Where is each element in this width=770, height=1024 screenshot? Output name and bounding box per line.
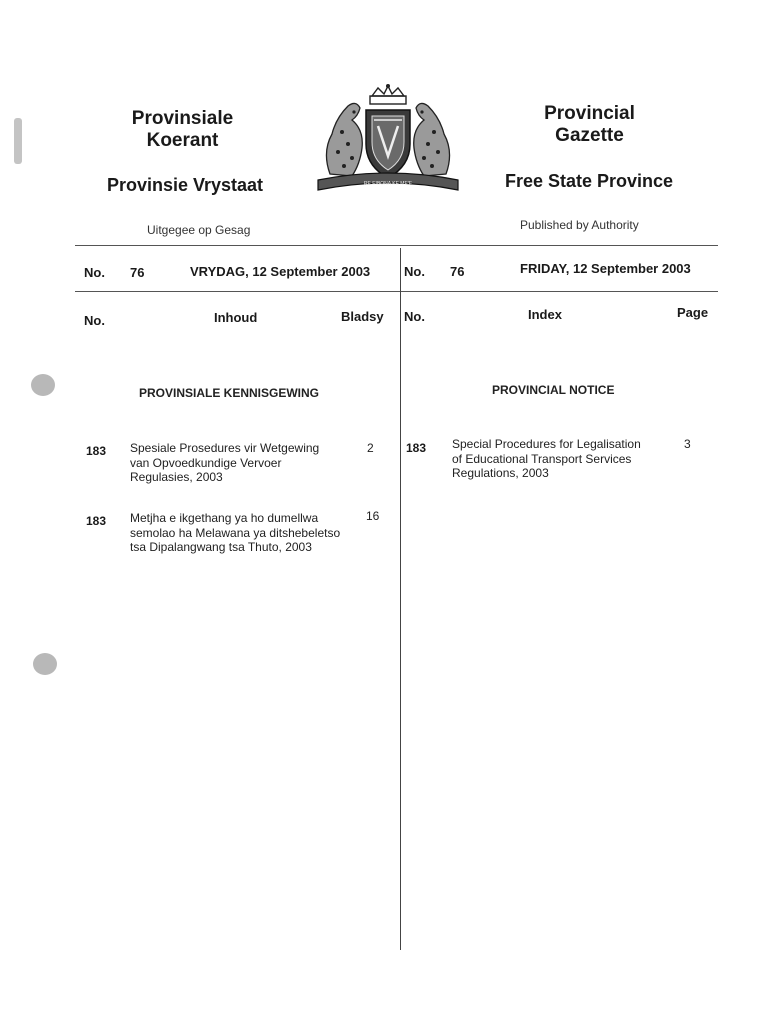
right-entry-1-page: 3 (684, 437, 691, 451)
left-gazette-title: Provinsiale Koerant (131, 108, 234, 151)
right-gazette-title: Provincial Gazette (544, 103, 635, 146)
right-entry-1-no: 183 (406, 441, 427, 455)
left-issue-no-label: No. (84, 265, 105, 280)
coat-of-arms-icon (308, 82, 468, 198)
left-col-contents: Inhoud (214, 310, 258, 325)
scan-mark (14, 118, 22, 164)
rule-top (75, 245, 718, 246)
right-authority: Published by Authority (520, 218, 639, 232)
right-issue-no-label: No. (404, 264, 425, 279)
left-entry-2-text: Metjha e ikgethang ya ho dumellwa semolao ha Melawana ya ditshebeletso tsa Dipalangwang tsa Thuto, 2003 (130, 511, 341, 554)
coat-of-arms-motto: RE EIBONA KE ME'E (363, 181, 413, 187)
right-section-heading: PROVINCIAL NOTICE (492, 383, 615, 397)
punch-hole-top (31, 374, 55, 396)
right-col-page: Page (677, 305, 709, 320)
right-entry-1-text: Special Procedures for Legalisation of Educational Transport Services Regulations, 2003 (452, 437, 641, 480)
left-entry-1-text: Spesiale Prosedures vir Wetgewing van Opvoedkundige Vervoer Regulasies, 2003 (130, 441, 320, 484)
left-province-name: Provinsie Vrystaat (106, 175, 264, 195)
right-col-no: No. (404, 309, 425, 324)
left-col-page: Bladsy (341, 309, 384, 324)
left-col-no: No. (84, 313, 105, 328)
rule-middle (75, 291, 718, 292)
left-entry-2-page: 16 (366, 509, 380, 523)
left-section-heading: PROVINSIALE KENNISGEWING (139, 386, 320, 400)
right-issue-date: FRIDAY, 12 September 2003 (520, 261, 691, 276)
left-authority: Uitgegee op Gesag (147, 223, 251, 237)
left-issue-no: 76 (130, 265, 145, 280)
punch-hole-bottom (33, 653, 57, 675)
left-entry-1-page: 2 (367, 441, 374, 455)
right-col-contents: Index (528, 307, 562, 322)
right-issue-no: 76 (450, 264, 465, 279)
left-entry-2-no: 183 (86, 514, 107, 528)
right-province-name: Free State Province (504, 171, 674, 191)
column-divider (400, 248, 401, 950)
left-entry-1-no: 183 (86, 444, 107, 458)
left-issue-date: VRYDAG, 12 September 2003 (190, 264, 371, 279)
